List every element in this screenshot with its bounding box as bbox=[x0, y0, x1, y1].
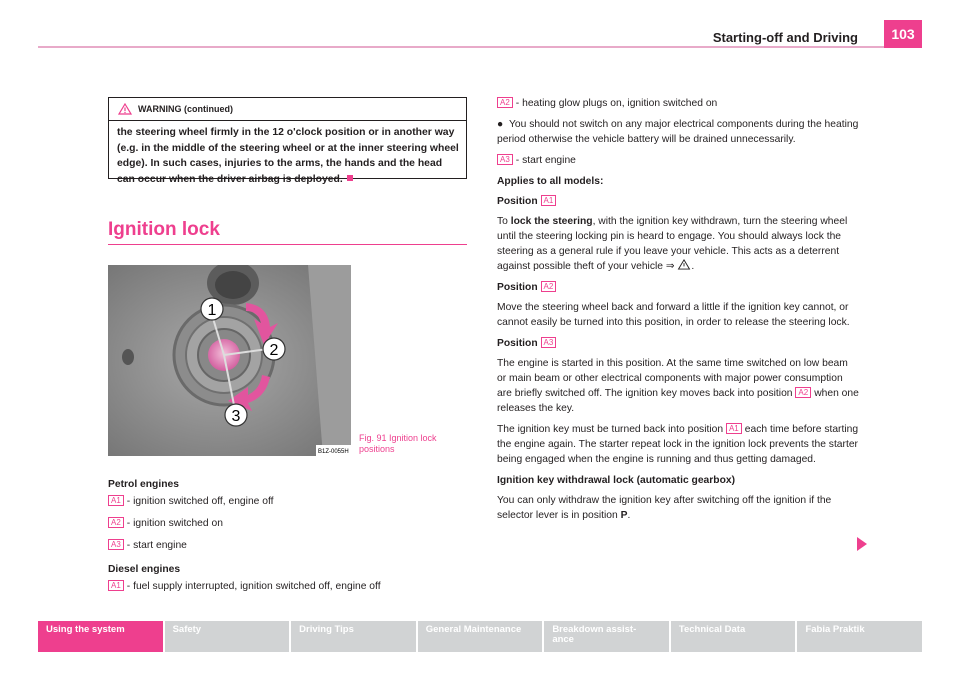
applies-heading: Applies to all models: bbox=[497, 176, 604, 187]
tab-using-the-system[interactable]: Using the system bbox=[38, 621, 163, 652]
end-square-icon bbox=[347, 175, 353, 181]
tab-breakdown-assistance[interactable]: Breakdown assist- ance bbox=[544, 621, 669, 652]
position-3-text: The engine is started in this position. At the same time switched on low beam or main beam or other electrical components with major power consumption are briefly switched off. The ignition key moves back into position A2 when one releases the key. bbox=[497, 358, 859, 414]
warning-ref-icon bbox=[677, 259, 691, 270]
section-rule bbox=[108, 244, 467, 245]
diesel-heading: Diesel engines bbox=[108, 564, 181, 575]
petrol-item-1: A1 - ignition switched off, engine off bbox=[108, 494, 274, 509]
tab-general-maintenance[interactable]: General Maintenance bbox=[418, 621, 543, 652]
tab-safety[interactable]: Safety bbox=[165, 621, 290, 652]
lock-steering-text: To lock the steering, with the ignition key withdrawn, turn the steering wheel until the steering locking pin is heard to engage. You should always lock the steering as a general rule if you leave your vehicle. This acts as a deterrent against possible theft of your vehicle ⇒ . bbox=[497, 216, 848, 272]
warning-box bbox=[108, 97, 467, 185]
bullet-note: ● You should not switch on any major electrical components during the heating period otherwise the vehicle battery will be drained unnecessarily. bbox=[497, 119, 859, 145]
warning-title: WARNING (continued) bbox=[138, 104, 233, 114]
tab-technical-data[interactable]: Technical Data bbox=[671, 621, 796, 652]
figure-label-1: 1 bbox=[207, 302, 217, 319]
figure-label-2: 2 bbox=[269, 342, 279, 359]
petrol-item-3: A3 - start engine bbox=[108, 538, 187, 553]
withdrawal-heading: Ignition key withdrawal lock (automatic gearbox) bbox=[497, 475, 736, 486]
warning-header bbox=[109, 98, 466, 121]
bullet-icon: ● bbox=[497, 119, 509, 130]
position-3-heading: Position A3 bbox=[497, 336, 859, 351]
tab-driving-tips[interactable]: Driving Tips bbox=[291, 621, 416, 652]
tab-fabia-praktik[interactable]: Fabia Praktik bbox=[797, 621, 922, 652]
diesel-item-2: A2 - heating glow plugs on, ignition switched on bbox=[497, 96, 859, 111]
petrol-heading: Petrol engines bbox=[108, 479, 179, 490]
footer-nav bbox=[38, 621, 922, 652]
position-2-text: Move the steering wheel back and forward a little if the ignition key cannot, or cannot easily be turned into this position, in order to release the steering lock. bbox=[497, 302, 850, 328]
right-column bbox=[497, 96, 859, 523]
diesel-item-3: A3 - start engine bbox=[497, 153, 859, 168]
diesel-item-1: A1 - fuel supply interrupted, ignition switched off, engine off bbox=[108, 579, 381, 594]
turn-back-text: The ignition key must be turned back into position A1 each time before starting the engine again. The starter repeat lock in the ignition lock prevents the starter being engaged when the engine is running and thus getting damaged. bbox=[497, 424, 859, 465]
warning-triangle-icon bbox=[118, 103, 132, 115]
withdrawal-text: You can only withdraw the ignition key after switching off the ignition if the selector lever is in position P. bbox=[497, 495, 832, 521]
ignition-lock-photo bbox=[108, 265, 351, 456]
figure-label-3: 3 bbox=[231, 408, 241, 425]
header-rule bbox=[38, 46, 884, 48]
position-1-heading: Position A1 bbox=[497, 194, 859, 209]
section-title: Ignition lock bbox=[108, 219, 220, 240]
header-title: Starting-off and Driving bbox=[712, 30, 858, 45]
page-number: 103 bbox=[884, 20, 922, 48]
figure-code: B1Z-0055H bbox=[318, 449, 349, 455]
petrol-item-2: A2 - ignition switched on bbox=[108, 516, 223, 531]
figure-caption: Fig. 91 Ignition lock positions bbox=[359, 433, 437, 454]
warning-body: the steering wheel firmly in the 12 o'clock position or in another way (e.g. in the middle of the steering wheel or at the inner steering wheel edge). In such cases, injuries to the arms, the hands and the head can occur when the driver airbag is deployed. bbox=[117, 127, 459, 185]
ignition-lock-illustration bbox=[108, 265, 351, 456]
next-page-arrow-icon[interactable] bbox=[857, 537, 867, 551]
position-2-heading: Position A2 bbox=[497, 280, 859, 295]
